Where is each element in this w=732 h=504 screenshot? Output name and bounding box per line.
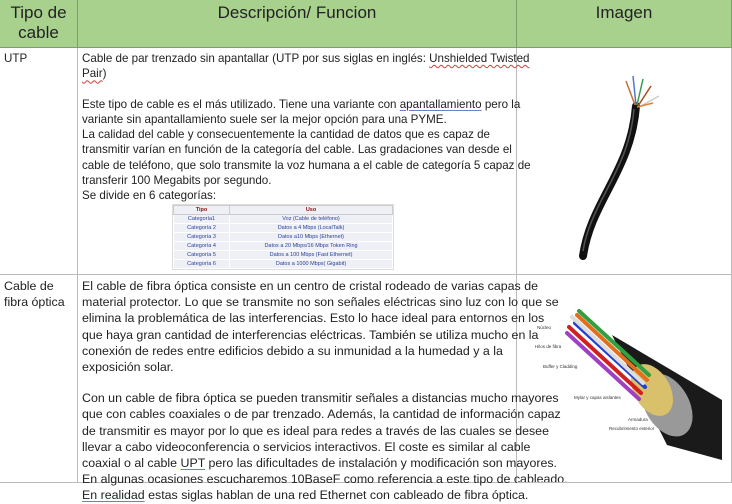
text: transferir 100 Megabits por segundo. bbox=[82, 174, 272, 188]
cell: Datos a 1000 Mbps( Gigabit) bbox=[230, 260, 393, 269]
text: En realidad bbox=[82, 488, 145, 503]
cell: Categoría 3 bbox=[174, 233, 230, 242]
cable-type-label: UTP bbox=[4, 52, 28, 65]
text: ) bbox=[102, 67, 107, 81]
cell: Datos a 4 Mbps (LocalTalk) bbox=[230, 224, 393, 233]
text: variante sin apantallamiento suele ser la mejor opción para una PYME. bbox=[82, 112, 447, 126]
cell: Datos a 100 Mbps (Fast Ethernet) bbox=[230, 251, 393, 260]
cell: Categoría 4 bbox=[174, 242, 230, 251]
text: apantallamiento bbox=[399, 97, 482, 111]
text: que haya gran cantidad de interferencias eléctricas. También se utiliza mucho en la bbox=[82, 327, 539, 342]
text: material protector. Lo que se transmite no son señales eléctricas sino luz con lo que se bbox=[82, 295, 559, 310]
image-label: Mylar y capas aislantes bbox=[574, 395, 621, 400]
cell: Categoría 5 bbox=[174, 251, 230, 260]
cell-type-utp bbox=[0, 48, 78, 275]
cell-image-utp bbox=[517, 48, 732, 275]
text: UPT bbox=[180, 456, 206, 471]
text: Cable de par trenzado sin apantallar (UTP por sus siglas en inglés: bbox=[82, 52, 430, 65]
cell: Categoría1 bbox=[174, 215, 230, 224]
image-label: Armadura bbox=[628, 417, 648, 422]
text: que con cables coaxiales o de par trenzado. Además, la cantidad de información capaz bbox=[82, 407, 561, 422]
table-row bbox=[174, 242, 393, 251]
table-row bbox=[174, 215, 393, 224]
text: coaxial o al cable bbox=[82, 456, 181, 471]
table-row bbox=[174, 224, 393, 233]
header-cable-type bbox=[0, 0, 78, 48]
utp-cable-image bbox=[521, 51, 731, 271]
cell: Categoría 6 bbox=[174, 260, 230, 269]
text: Se divide en 6 categorías: bbox=[82, 189, 217, 203]
text: cable de teléfono, que solo transmite la voz humana a el cable de categoría 5 capaz de bbox=[82, 158, 531, 172]
header-text: cable bbox=[18, 23, 59, 42]
text: pero la bbox=[481, 97, 521, 111]
header-image bbox=[517, 0, 732, 48]
text: En algunas ocasiones escucharemos 10BaseF como referencia a este tipo de cableado. bbox=[82, 472, 568, 487]
header-text: Imagen bbox=[595, 3, 653, 22]
image-label: Núcleo bbox=[537, 325, 552, 330]
cell: Datos a10 Mbps (Ethernet) bbox=[230, 233, 393, 242]
text: exposición solar. bbox=[82, 360, 174, 375]
text: llevar a cabo videoconferencia o servicios interactivos. El coste es similar al cable bbox=[82, 439, 531, 454]
text: Este tipo de cable es el más utilizado. Tiene una variante con bbox=[82, 97, 400, 111]
text: Con un cable de fibra óptica se pueden transmitir señales a distancias mucho mayores bbox=[82, 391, 559, 406]
table-row bbox=[174, 233, 393, 242]
cable-type-label: Cable de bbox=[4, 279, 54, 293]
cell-image-fiber bbox=[517, 275, 732, 483]
cell-type-fiber bbox=[0, 275, 78, 483]
cell: Voz (Cable de teléfono) bbox=[230, 215, 393, 224]
column-header: Uso bbox=[230, 206, 393, 215]
text: elimina la problemática de las interferencias. Esto lo hace ideal para entornos en los bbox=[82, 311, 545, 326]
column-header: Tipo bbox=[174, 206, 230, 215]
image-label: Recubrimiento exterior bbox=[609, 426, 655, 431]
text: El cable de fibra óptica consiste en un centro de cristal rodeado de varias capas de bbox=[82, 279, 538, 293]
header-text: Tipo de bbox=[10, 3, 67, 22]
fiber-optic-cable-image bbox=[517, 275, 731, 483]
header-description bbox=[78, 0, 517, 48]
image-label: Hilos de fibra bbox=[535, 344, 562, 349]
table-row bbox=[174, 260, 393, 269]
cable-type-label: fibra óptica bbox=[4, 295, 65, 310]
table-row bbox=[174, 251, 393, 260]
text: de transmitir es mayor por lo que es ideal para redes a través de las cuales se desee bbox=[82, 423, 549, 438]
text: conexión de redes entre edificios debido a su inmunidad a la humedad y a la bbox=[82, 343, 503, 358]
text: Unshielded Twisted bbox=[429, 52, 530, 65]
text: pero las dificultades de instalación y modificación son mayores. bbox=[205, 456, 557, 471]
header-text: Descripción/ Funcion bbox=[217, 3, 377, 22]
category-table bbox=[173, 205, 393, 269]
cell: Categoría 2 bbox=[174, 224, 230, 233]
text: estas siglas hablan de una red Ethernet con cableado de fibra óptica. bbox=[144, 488, 529, 503]
text: La calidad del cable y consecuentemente la cantidad de datos que es capaz de bbox=[82, 128, 491, 142]
text: transmitir varían en función de la categoría del cable. Las gradaciones van desde el bbox=[82, 143, 512, 157]
image-label: Buffer y Cladding bbox=[543, 364, 578, 369]
cell: Datos a 20 Mbps/16 Mbps Token Ring bbox=[230, 242, 393, 251]
text: Pair bbox=[82, 67, 103, 81]
